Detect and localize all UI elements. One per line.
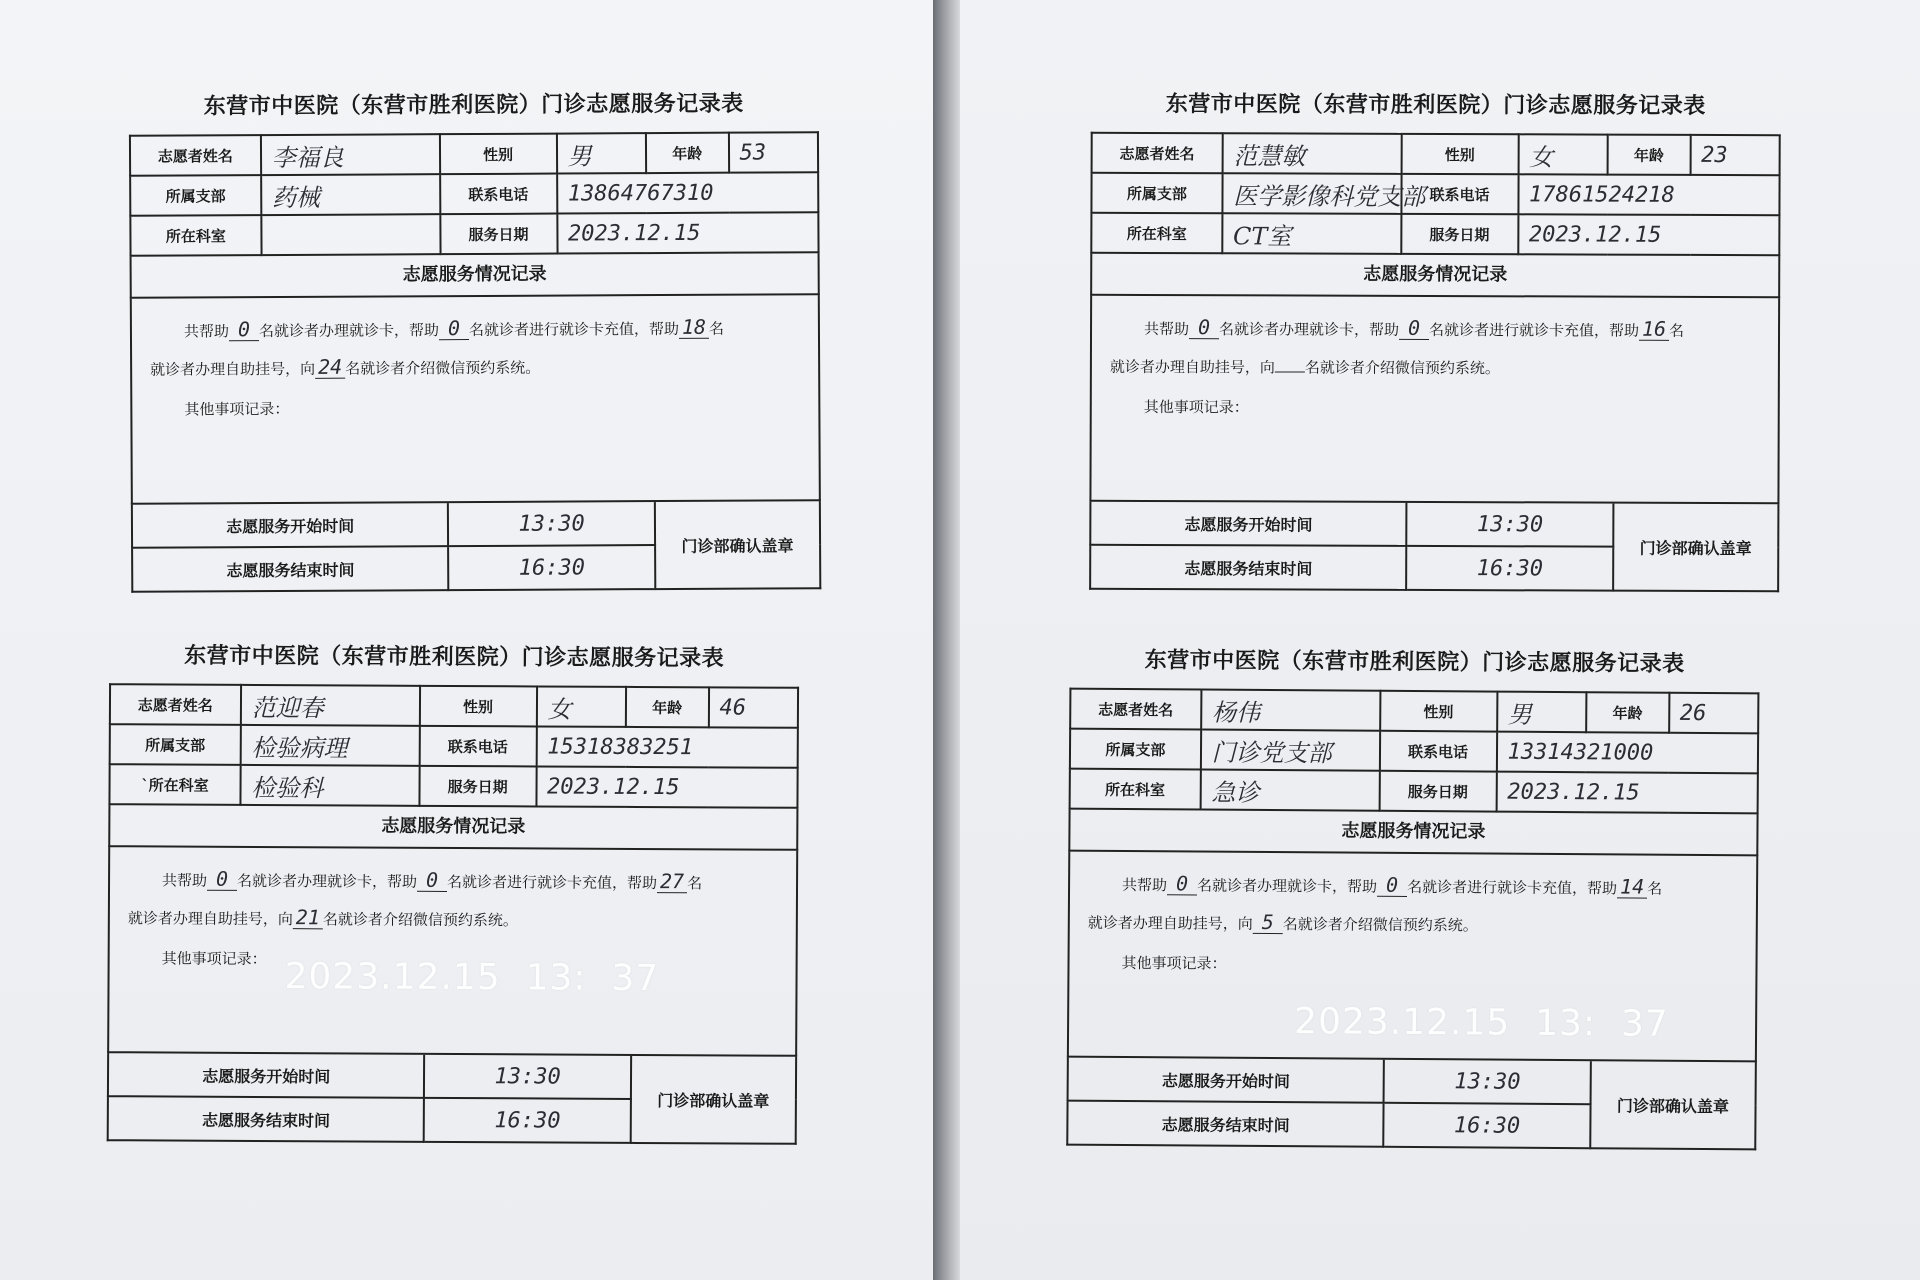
age-label: 年龄 — [646, 133, 729, 173]
stamp-label: 门诊部确认盖章 — [1613, 504, 1778, 592]
branch-label: 所属支部 — [1070, 729, 1201, 770]
other-notes-label: 其他事项记录： — [1143, 397, 1249, 417]
name-value: 李福良 — [261, 134, 440, 175]
stamp-label: 门诊部确认盖章 — [631, 1056, 797, 1144]
record-line-1 — [128, 861, 782, 902]
form-title: 东营市中医院（东营市胜利医院）门诊志愿服务记录表 — [184, 642, 725, 672]
branch-value: 药械 — [261, 174, 440, 215]
cards-count: 0 — [229, 318, 259, 341]
branch-label: 所属支部 — [130, 175, 261, 216]
name-label: 志愿者姓名 — [1092, 133, 1223, 173]
gender-label: 性别 — [419, 686, 536, 727]
form-title: 东营市中医院（东营市胜利医院）门诊志愿服务记录表 — [203, 90, 744, 120]
stamp-label: 门诊部确认盖章 — [655, 501, 821, 589]
gender-value: 女 — [1518, 134, 1608, 174]
cards-count: 0 — [207, 868, 237, 891]
record-form — [1066, 643, 1759, 1151]
record-text: 名就诊者办理就诊卡，帮助 — [237, 871, 418, 891]
record-text: 名就诊者介绍微信预约系统。 — [1304, 358, 1500, 378]
record-text: 就诊者办理自助挂号，向 — [1087, 913, 1253, 933]
section-title: 志愿服务情况记录 — [1068, 810, 1758, 857]
gender-label: 性别 — [1380, 691, 1497, 732]
time-table — [107, 1053, 797, 1145]
other-notes-label: 其他事项记录： — [184, 399, 290, 419]
start-time-value: 13:30 — [424, 1055, 631, 1099]
wechat-count: 5 — [1253, 911, 1283, 934]
age-label: 年龄 — [1586, 692, 1669, 733]
gender-label: 性别 — [1401, 134, 1518, 174]
wechat-count — [1275, 371, 1305, 372]
time-table — [131, 501, 821, 593]
end-time-value: 16:30 — [449, 545, 656, 590]
gender-value: 女 — [536, 686, 626, 726]
name-label: 志愿者姓名 — [110, 684, 241, 725]
self-registration-count: 18 — [679, 316, 709, 339]
service-record — [1067, 852, 1758, 1063]
phone-value: 13864767310 — [557, 172, 819, 213]
service-date-label: 服务日期 — [440, 214, 557, 255]
self-registration-count: 14 — [1617, 875, 1647, 898]
section-title: 志愿服务情况记录 — [108, 805, 798, 851]
end-time-value: 16:30 — [1407, 546, 1614, 591]
record-text: 名就诊者进行就诊卡充值，帮助 — [468, 319, 680, 340]
start-time-value: 13:30 — [1407, 503, 1614, 547]
timestamp-watermark: 2023.12.15 13: 37 — [1293, 1001, 1669, 1045]
record-text: 名就诊者进行就诊卡充值，帮助 — [1407, 877, 1618, 898]
recharge-count: 0 — [1377, 874, 1407, 897]
age-value: 23 — [1690, 135, 1780, 175]
end-time-label: 志愿服务结束时间 — [108, 1096, 425, 1142]
branch-value: 门诊党支部 — [1201, 730, 1380, 771]
phone-label: 联系电话 — [1401, 174, 1518, 214]
other-notes-label: 其他事项记录： — [1121, 953, 1227, 973]
other-notes-label: 其他事项记录： — [161, 949, 267, 969]
end-time-label: 志愿服务结束时间 — [132, 546, 449, 592]
cards-count: 0 — [1167, 872, 1197, 895]
name-label: 志愿者姓名 — [130, 135, 261, 176]
record-line-2 — [1110, 348, 1764, 388]
end-time-label: 志愿服务结束时间 — [1090, 545, 1407, 590]
form-title: 东营市中医院（东营市胜利医院）门诊志愿服务记录表 — [1144, 647, 1685, 677]
age-label: 年龄 — [626, 687, 709, 727]
record-text: 名 — [1647, 879, 1663, 898]
record-text: 名就诊者进行就诊卡充值，帮助 — [1429, 320, 1640, 340]
time-table — [1066, 1058, 1757, 1151]
record-text: 就诊者办理自助挂号，向 — [127, 909, 293, 929]
phone-label: 联系电话 — [1379, 731, 1496, 772]
recharge-count: 0 — [417, 869, 447, 892]
cards-count: 0 — [1189, 316, 1219, 339]
department-value: CT室 — [1222, 213, 1401, 254]
timestamp-watermark: 2023.12.15 13: 37 — [284, 956, 660, 1000]
info-table — [108, 683, 799, 809]
record-line-2 — [150, 347, 804, 388]
start-time-label: 志愿服务开始时间 — [108, 1053, 425, 1098]
time-table — [1089, 502, 1779, 592]
service-date-value: 2023.12.15 — [1496, 772, 1758, 814]
record-form — [107, 638, 800, 1145]
record-form — [129, 86, 822, 593]
end-time-value: 16:30 — [1384, 1103, 1591, 1148]
service-record — [130, 295, 821, 505]
record-text: 名就诊者办理就诊卡，帮助 — [1197, 876, 1378, 896]
service-record — [107, 847, 798, 1057]
branch-label: 所属支部 — [1091, 173, 1222, 213]
record-text: 名就诊者办理就诊卡，帮助 — [258, 321, 440, 341]
name-label: 志愿者姓名 — [1070, 689, 1201, 730]
record-line-1 — [150, 309, 804, 350]
stamp-label: 门诊部确认盖章 — [1590, 1061, 1756, 1149]
age-label: 年龄 — [1608, 135, 1691, 175]
info-table — [1069, 688, 1760, 815]
start-time-label: 志愿服务开始时间 — [1068, 1058, 1385, 1103]
start-time-label: 志愿服务开始时间 — [1090, 502, 1407, 546]
age-value: 26 — [1669, 693, 1759, 734]
record-text: 名就诊者进行就诊卡充值，帮助 — [447, 872, 658, 893]
branch-label: 所属支部 — [110, 724, 241, 765]
age-value: 46 — [708, 687, 798, 727]
record-text: 共帮助 — [183, 322, 230, 341]
phone-value: 17861524218 — [1518, 174, 1780, 215]
department-label: 所在科室 — [1091, 213, 1222, 253]
record-line-2 — [1088, 904, 1742, 947]
record-text: 名 — [687, 874, 703, 893]
branch-value: 检验病理 — [240, 725, 419, 766]
gender-value: 男 — [556, 133, 646, 173]
name-value: 杨伟 — [1201, 690, 1380, 731]
section-title: 志愿服务情况记录 — [1090, 254, 1780, 298]
recharge-count: 0 — [1399, 317, 1429, 340]
name-value: 范慧敏 — [1222, 133, 1401, 174]
record-line-1 — [1088, 866, 1742, 909]
record-line-2 — [128, 899, 782, 940]
record-text: 名 — [1669, 321, 1685, 340]
record-form — [1089, 87, 1781, 592]
record-text: 共帮助 — [162, 871, 208, 890]
service-date-value: 2023.12.15 — [536, 766, 798, 807]
record-line-1 — [1110, 310, 1764, 350]
wechat-count: 24 — [315, 356, 345, 379]
department-label: `所在科室 — [109, 764, 240, 805]
form-title: 东营市中医院（东营市胜利医院）门诊志愿服务记录表 — [1165, 91, 1706, 119]
branch-value: 医学影像科党支部 — [1222, 173, 1401, 214]
start-time-label: 志愿服务开始时间 — [132, 503, 449, 548]
photo-divider — [933, 0, 960, 1280]
record-text: 共帮助 — [1144, 319, 1190, 339]
service-date-label: 服务日期 — [1379, 771, 1496, 812]
phone-label: 联系电话 — [440, 174, 557, 215]
phone-label: 联系电话 — [419, 726, 536, 767]
department-value — [261, 214, 440, 255]
info-table — [1090, 132, 1780, 256]
start-time-value: 13:30 — [448, 502, 655, 546]
phone-value: 15318383251 — [536, 726, 798, 767]
section-title: 志愿服务情况记录 — [130, 253, 820, 299]
age-value: 53 — [728, 132, 818, 172]
service-date-value: 2023.12.15 — [557, 212, 819, 253]
department-value: 急诊 — [1200, 770, 1379, 811]
record-text: 就诊者办理自助挂号，向 — [1109, 357, 1275, 377]
service-record — [1089, 296, 1780, 504]
recharge-count: 0 — [439, 317, 469, 340]
gender-value: 男 — [1497, 692, 1587, 733]
self-registration-count: 16 — [1639, 318, 1669, 341]
department-value: 检验科 — [240, 765, 419, 806]
record-text: 共帮助 — [1122, 875, 1168, 895]
service-date-value: 2023.12.15 — [1518, 214, 1780, 255]
service-date-label: 服务日期 — [1401, 214, 1518, 254]
phone-value: 13314321000 — [1496, 732, 1758, 774]
start-time-value: 13:30 — [1384, 1060, 1591, 1104]
name-value: 范迎春 — [241, 685, 420, 726]
record-text: 名就诊者办理就诊卡，帮助 — [1219, 320, 1400, 339]
record-text: 就诊者办理自助挂号，向 — [150, 359, 316, 379]
self-registration-count: 27 — [657, 870, 687, 893]
department-label: 所在科室 — [1070, 769, 1201, 810]
end-time-label: 志愿服务结束时间 — [1067, 1101, 1384, 1147]
end-time-value: 16:30 — [424, 1098, 631, 1143]
wechat-count: 21 — [293, 906, 323, 929]
gender-label: 性别 — [440, 134, 557, 175]
record-text: 名就诊者介绍微信预约系统。 — [1282, 915, 1478, 935]
info-table — [129, 131, 820, 257]
record-text: 名就诊者介绍微信预约系统。 — [322, 910, 518, 930]
department-label: 所在科室 — [130, 215, 261, 256]
record-text: 名 — [708, 319, 725, 338]
service-date-label: 服务日期 — [419, 766, 536, 807]
record-text: 名就诊者介绍微信预约系统。 — [345, 358, 541, 378]
